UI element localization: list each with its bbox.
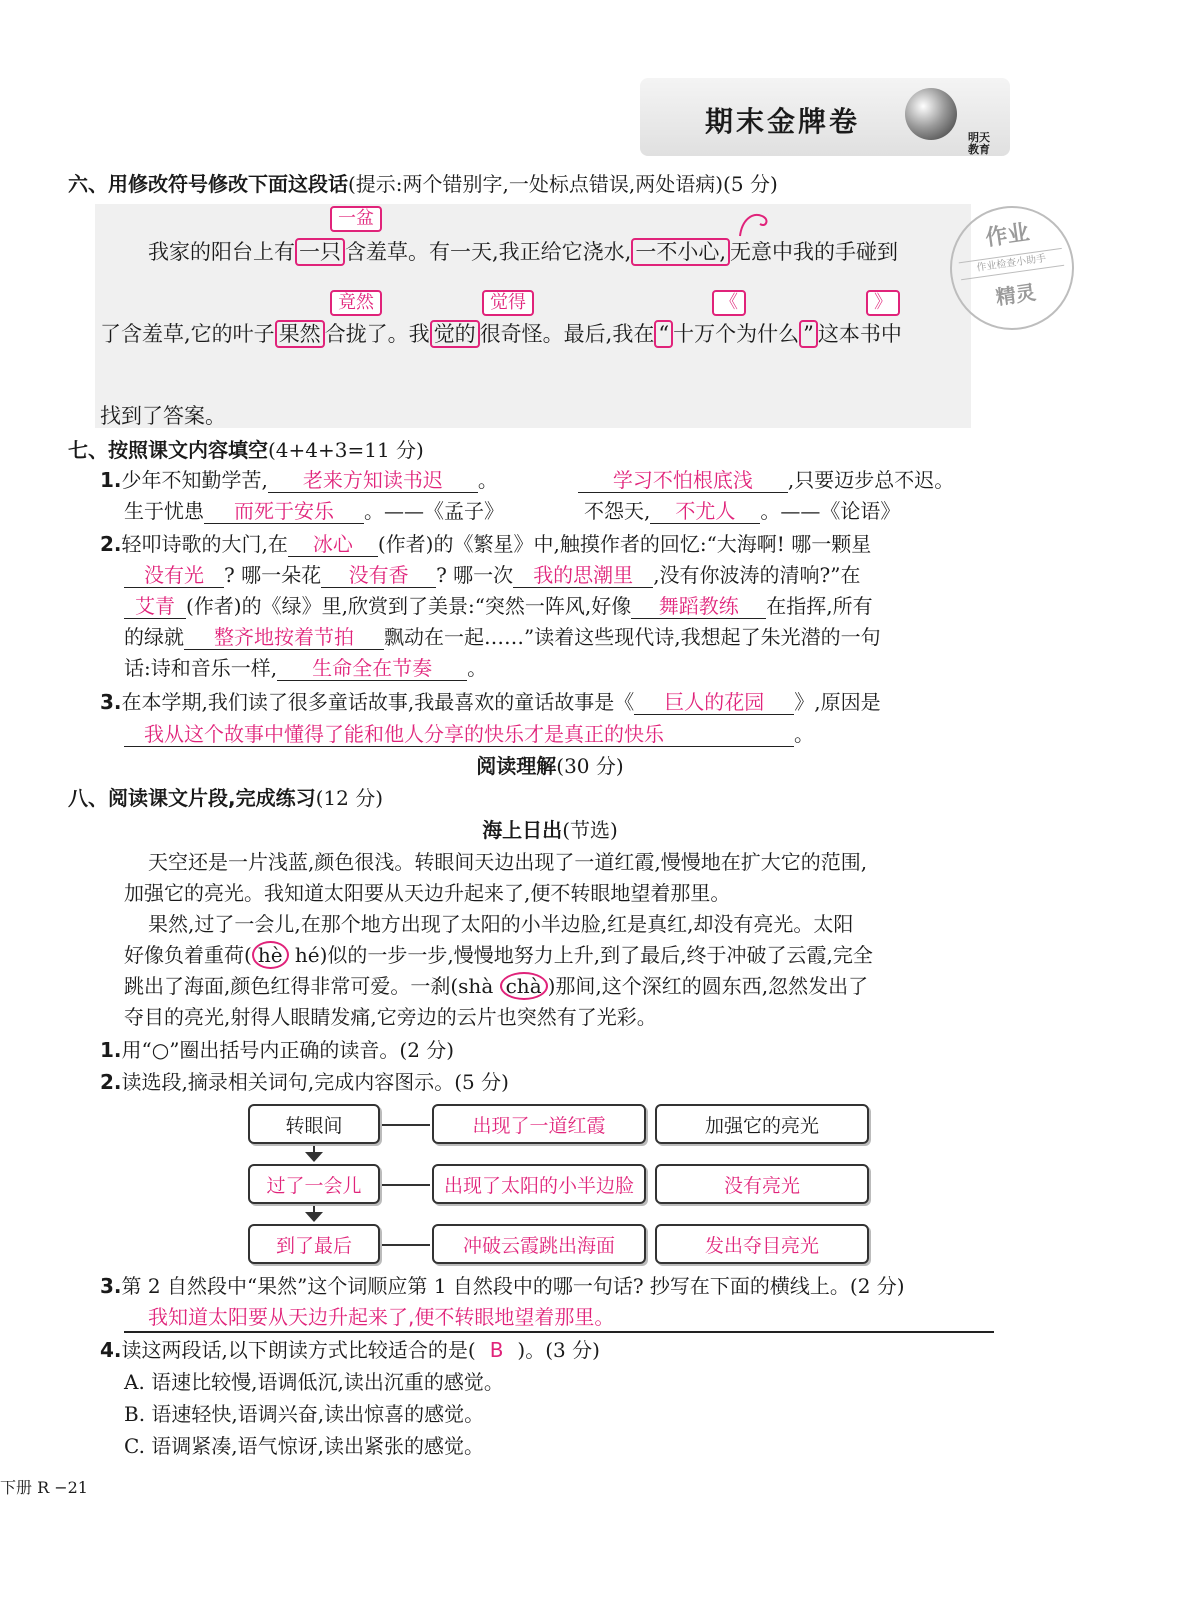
q7-3-line-1: 3.在本学期,我们读了很多童话故事,我最喜欢的童话故事是《 巨人的花园 》,原因是 [100,690,881,714]
arrow-down-icon [305,1212,323,1222]
connector-line [382,1184,430,1186]
answer-blank: 老来方知读书迟 [268,468,478,493]
diagram-time-1: 转眼间 [248,1104,380,1144]
answer-blank: 冰心 [288,532,378,557]
q7-3-line-2: 我从这个故事中懂得了能和他人分享的快乐才是真正的快乐 。 [124,720,814,748]
diagram-time-2: 过了一会儿 [248,1164,380,1204]
q7-2-line-5: 话:诗和音乐一样, 生命全在节奏 。 [124,656,488,680]
reading-heading: 阅读理解(30 分) [476,754,624,778]
pinyin-circled: hè [252,941,289,969]
answer-blank: 舞蹈教练 [631,594,766,619]
correction-3: 觉得 [482,290,534,316]
q7-2-line-1: 2.轻叩诗歌的大门,在 冰心 (作者)的《繁星》中,触摸作者的回忆:“大海啊! 哪一颗星 [100,532,872,556]
passage-p2-line-1: 果然,过了一会儿,在那个地方出现了太阳的小半边脸,红是真红,却没有亮光。太阳 [148,912,854,936]
section-6-title: 六、用修改符号修改下面这段话 [68,172,348,196]
passage-line-3: 找到了答案。 [100,404,226,428]
delete-mark-icon [736,208,776,238]
answer-blank: 没有香 [321,563,436,588]
answer-blank: 巨人的花园 [634,690,794,715]
q7-1-line-2: 生于忧患 而死于安乐 。——《孟子》 不怨天, 不尤人 。——《论语》 [124,499,901,523]
brand-label: 明天教育 [968,131,990,156]
answer-blank: 而死于安乐 [204,499,364,524]
q7-1-line-1: 1.少年不知勤学苦, 老来方知读书迟 。 学习不怕根底浅 ,只要迈步总不迟。 [100,468,955,492]
answer-blank: 不尤人 [650,499,760,524]
answer-blank: 艾青 [124,594,186,619]
connector-line [382,1244,430,1246]
section-7-heading: 七、按照课文内容填空(4+4+3=11 分) [68,438,424,462]
correction-4: 《 [712,290,746,316]
answer-blank: 学习不怕根底浅 [578,468,788,493]
passage-line-1: 我家的阳台上有 一只 含羞草。有一天,我正给它浇水, 一不小心, 无意中我的手碰到 [148,240,899,264]
option-a: A. 语速比较慢,语调低沉,读出沉重的感觉。 [124,1370,504,1394]
page-footer: 下册 R −21 [0,1478,88,1497]
section-8-heading: 八、阅读课文片段,完成练习(12 分) [68,786,384,810]
correction-2: 竟然 [330,290,382,316]
section-6-heading [68,170,778,198]
option-c: C. 语调紧凑,语气惊讶,读出紧张的感觉。 [124,1434,485,1458]
option-b: B. 语速轻快,语调兴奋,读出惊喜的感觉。 [124,1402,485,1426]
passage-p1-line-2: 加强它的亮光。我知道太阳要从天边升起来了,便不转眼地望着那里。 [124,881,731,905]
q7-2-line-3: 艾青 (作者)的《绿》里,欣赏到了美景:“突然一阵风,好像 舞蹈教练 在指挥,所有 [124,592,873,620]
diagram-result-1: 加强它的亮光 [655,1104,869,1144]
q8-2: 2.读选段,摘录相关词句,完成内容图示。(5 分) [100,1070,509,1094]
pinyin-option: shà [458,974,494,998]
error-quote-open: “ [654,320,673,348]
diagram-event-3: 冲破云霞跳出海面 [432,1224,646,1264]
header-title: 期末金牌卷 [705,105,861,138]
error-word-1: 一只 [295,238,345,266]
error-quote-close: ” [799,320,818,348]
answer-blank: 整齐地按着节拍 [184,625,384,650]
q8-3: 3.第 2 自然段中“果然”这个词顺应第 1 自然段中的哪一句话? 抄写在下面的横线上。(2 分) [100,1274,905,1298]
error-phrase-1: 一不小心, [631,238,730,266]
arrow-down-icon [305,1152,323,1162]
logo-ball-icon [905,88,957,140]
q7-2-line-2: 没有光 ? 哪一朵花 没有香 ? 哪一次 我的思潮里 ,没有你波涛的清响?”在 [124,561,861,589]
passage-line-2: 了含羞草,它的叶子 果然 合拢了。我 觉的 很奇怪。最后,我在 “ 十万个为什么 ” 这本书中 [100,322,902,346]
answer-blank: 没有光 [124,563,224,588]
passage-p2-line-3: 跳出了海面,颜色红得非常可爱。一刹(shà chà )那间,这个深红的圆东西,忽然发出了 [124,974,869,998]
q7-2-line-4: 的绿就 整齐地按着节拍 飘动在一起……”读着这些现代诗,我想起了朱光潜的一句 [124,625,881,649]
passage-title: 海上日出(节选) [482,818,618,842]
passage-p2-line-4: 夺目的亮光,射得人眼睛发痛,它旁边的云片也突然有了光彩。 [124,1005,657,1029]
q8-4: 4.读这两段话,以下朗读方式比较适合的是( B )。(3 分) [100,1338,600,1362]
answer-blank: 我从这个故事中懂得了能和他人分享的快乐才是真正的快乐 [124,722,794,747]
q8-3-answer: 我知道太阳要从天边升起来了,便不转眼地望着那里。 [148,1305,615,1329]
pinyin-option: hé [294,943,320,967]
diagram-result-3: 发出夺目亮光 [655,1224,869,1264]
error-word-2: 果然 [275,320,325,348]
q8-1: 1.用“○”圈出括号内正确的读音。(2 分) [100,1038,455,1062]
connector-line [382,1124,430,1126]
passage-p2-line-2: 好像负着重荷( hè hé)似的一步一步,慢慢地努力上升,到了最后,终于冲破了云霞,完全 [124,943,873,967]
correction-1: 一盆 [330,206,382,232]
answer-blank: 我的思潮里 [513,563,653,588]
diagram-result-2: 没有亮光 [655,1164,869,1204]
passage-p1-line-1: 天空还是一片浅蓝,颜色很浅。转眼间天边出现了一道红霞,慢慢地在扩大它的范围, [148,850,868,874]
correction-5: 》 [866,290,900,316]
pinyin-circled: chà [500,972,548,1000]
q8-4-answer: B [489,1338,504,1362]
error-word-3: 觉的 [430,320,480,348]
homework-stamp: 作业 作业检查小助手 精灵 [942,198,1082,338]
diagram-event-2: 出现了太阳的小半边脸 [432,1164,646,1204]
diagram-time-3: 到了最后 [248,1224,380,1264]
answer-blank: 生命全在节奏 [277,656,467,681]
section-6-note: (提示:两个错别字,一处标点错误,两处语病)(5 分) [348,172,778,196]
answer-underline [124,1331,994,1333]
diagram-event-1: 出现了一道红霞 [432,1104,646,1144]
